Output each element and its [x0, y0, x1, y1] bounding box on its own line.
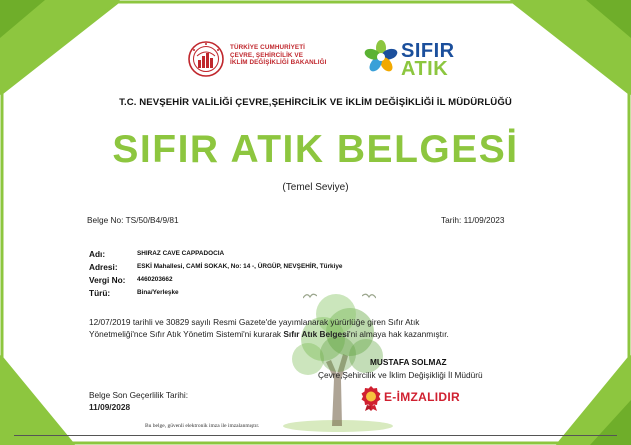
bird-left-icon [303, 292, 317, 302]
bird-right-icon [362, 292, 376, 302]
body-line-2-end: 'ni almaya hak kazanmıştır. [349, 328, 449, 339]
zero-waste-word-sifir: SIFIR [401, 40, 455, 62]
ministry-line-2: ÇEVRE, ŞEHİRCİLİK VE [230, 51, 304, 59]
body-line-1: 12/07/2019 tarihli ve 30829 sayılı Resmi Gazete'de yayımlanarak yürürlüğe giren Sıfır Atık [89, 317, 420, 327]
certificate-body [89, 317, 549, 340]
signatory-title: Çevre,Şehircilik ve İklim Değişikliği İl Müdürü [318, 370, 483, 380]
directorate-heading: T.C. NEVŞEHİR VALİLİĞİ ÇEVRE,ŞEHİRCİLİK VE İKLİM DEĞİŞİKLİĞİ İL MÜDÜRLÜĞÜ [119, 97, 512, 108]
signatory-name: MUSTAFA SOLMAZ [370, 357, 447, 367]
validity-date: 11/09/2028 [89, 402, 131, 412]
certificate-title: SIFIR ATIK BELGESİ [112, 128, 519, 171]
field-label-address: Adresi: [89, 262, 118, 272]
field-value-address: ESKİ Mahallesi, CAMİ SOKAK, No: 14 -, ÜRGÜP, NEVŞEHİR, Türkiye [137, 263, 343, 270]
field-label-type: Türü: [89, 288, 111, 298]
zero-waste-flower-icon [363, 39, 399, 75]
e-signature-label: E-İMZALIDIR [384, 390, 460, 404]
body-line-2-emphasis: Sıfır Atık Belgesi [283, 328, 350, 339]
field-label-name: Adı: [89, 249, 106, 259]
body-line-2 [89, 329, 549, 341]
ministry-line-1: TÜRKİYE CUMHURİYETİ [230, 44, 306, 51]
footer-divider [14, 435, 617, 436]
field-value-type: Bina/Yerleşke [137, 289, 179, 296]
ministry-line-3: İKLİM DEĞİŞİKLİĞİ BAKANLIĞI [230, 59, 327, 67]
ministry-name [230, 44, 326, 67]
ministry-emblem-icon [186, 40, 226, 78]
zero-waste-word-atik: ATIK [401, 58, 449, 80]
field-value-tax-number: 4460203662 [137, 276, 173, 283]
certificate-date: Tarih: 11/09/2023 [441, 215, 505, 225]
footer-note: Bu belge, güvenli elektronik imza ile imzalanmıştır. [145, 423, 260, 429]
field-label-tax-number: Vergi No: [89, 275, 126, 285]
validity-label: Belge Son Geçerlilik Tarihi: [89, 390, 188, 400]
e-signature-seal-icon [359, 385, 383, 411]
zero-waste-wordmark [401, 42, 455, 78]
field-value-name: SHIRAZ CAVE CAPPADOCIA [137, 250, 225, 257]
certificate-number: Belge No: TS/50/B4/9/81 [87, 215, 179, 225]
certificate-subtitle: (Temel Seviye) [282, 182, 349, 193]
body-line-2-start: Yönetmeliği'nce Sıfır Atık Yönetim Sistemi'ni kurarak [89, 328, 284, 339]
